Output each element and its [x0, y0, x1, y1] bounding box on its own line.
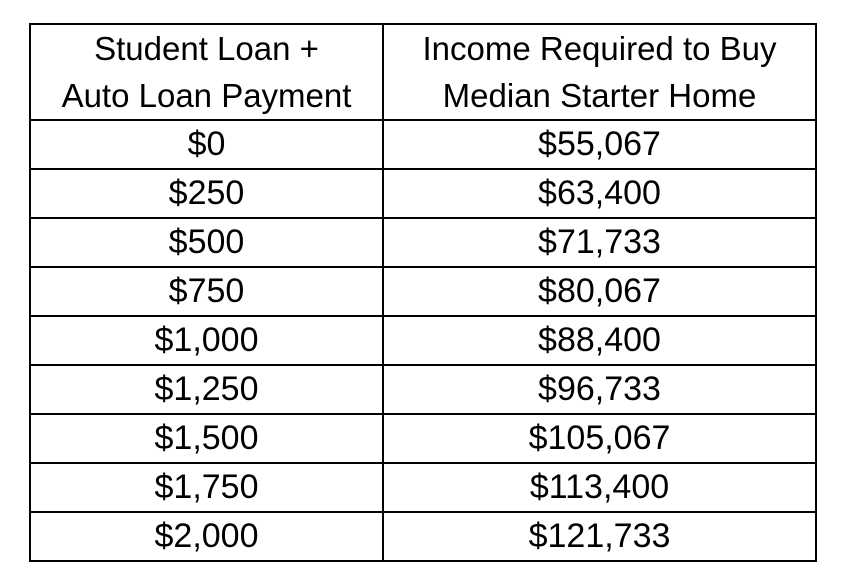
table-row: [30, 316, 816, 365]
payment-cell: $250: [30, 169, 383, 218]
table-row: [30, 169, 816, 218]
income-cell: $121,733: [383, 512, 816, 561]
header-income-line1: Income Required to Buy: [422, 30, 777, 67]
income-cell: $105,067: [383, 414, 816, 463]
payment-cell: $1,250: [30, 365, 383, 414]
table-row: [30, 267, 816, 316]
header-row: [30, 24, 816, 120]
income-cell: $63,400: [383, 169, 816, 218]
payment-cell: $1,750: [30, 463, 383, 512]
income-cell: $96,733: [383, 365, 816, 414]
table-row: [30, 365, 816, 414]
header-income: [383, 24, 816, 120]
payment-cell: $500: [30, 218, 383, 267]
table-row: [30, 463, 816, 512]
income-cell: $88,400: [383, 316, 816, 365]
payment-cell: $750: [30, 267, 383, 316]
table-row: [30, 512, 816, 561]
header-payment: [30, 24, 383, 120]
table-row: [30, 218, 816, 267]
income-cell: $55,067: [383, 120, 816, 169]
income-cell: $71,733: [383, 218, 816, 267]
income-cell: $113,400: [383, 463, 816, 512]
payment-cell: $0: [30, 120, 383, 169]
income-cell: $80,067: [383, 267, 816, 316]
header-payment-line1: Student Loan +: [94, 30, 319, 67]
table-row: [30, 414, 816, 463]
payment-cell: $1,000: [30, 316, 383, 365]
table-row: [30, 120, 816, 169]
payment-cell: $2,000: [30, 512, 383, 561]
payment-cell: $1,500: [30, 414, 383, 463]
header-income-line2: Median Starter Home: [442, 77, 757, 114]
header-payment-line2: Auto Loan Payment: [61, 77, 352, 114]
loan-income-table: [29, 23, 817, 562]
